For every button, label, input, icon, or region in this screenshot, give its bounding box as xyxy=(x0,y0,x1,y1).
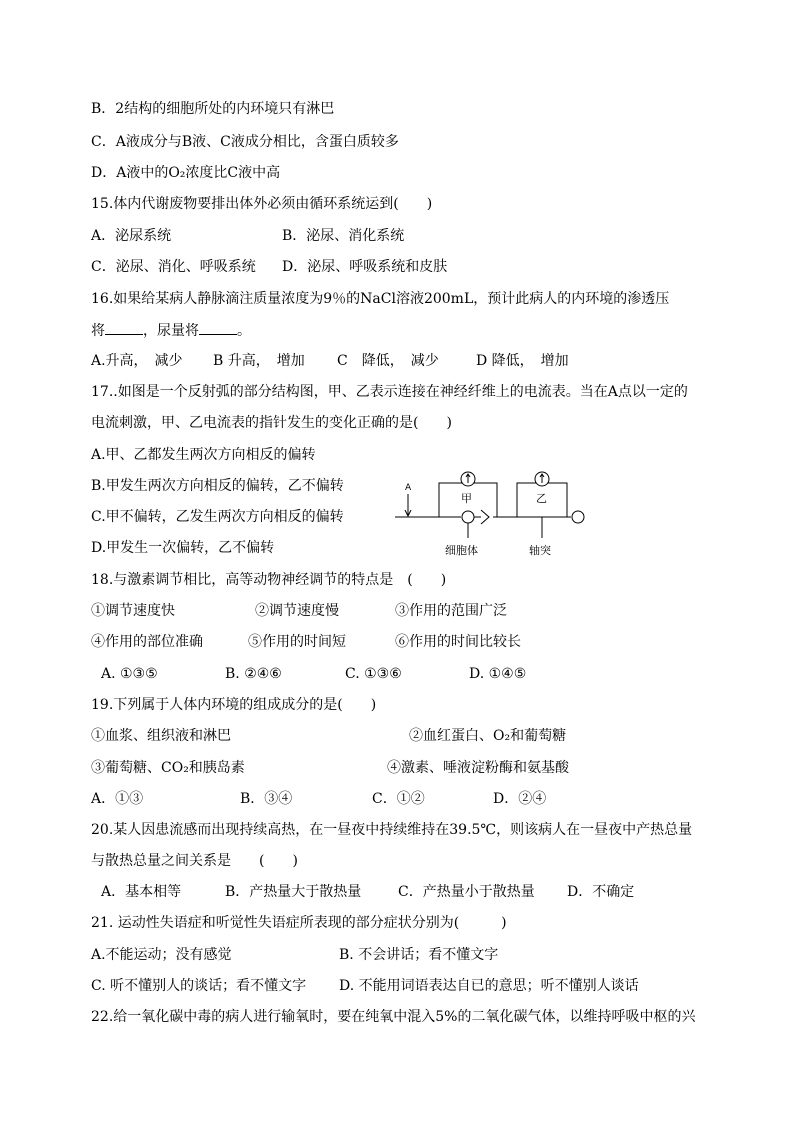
q17-option-d: D.甲发生一次偏转，乙不偏转 xyxy=(91,540,275,556)
q16-option-a: A.升高， 减少 xyxy=(91,353,183,369)
q21-option-c: C. 听不懂别人的谈话；看不懂文字 xyxy=(91,978,307,994)
q18-item-3: ③作用的范围广泛 xyxy=(395,603,507,619)
q14-option-c: C．A液成分与B液、C液成分相比，含蛋白质较多 xyxy=(91,134,399,150)
q20-stem-line2: 与散热总量之间关系是 ( ) xyxy=(91,853,298,869)
q18-option-d: D. ①④⑤ xyxy=(469,666,527,682)
q21-stem: 21. 运动性失语症和听觉性失语症所表现的部分症状分别为( ) xyxy=(91,915,507,931)
q17-stem-line2: 电流刺激，甲、乙电流表的指针发生的变化正确的是( ) xyxy=(91,415,452,431)
q16-option-d: D 降低， 增加 xyxy=(476,353,569,369)
q20-option-b: B．产热量大于散热量 xyxy=(225,884,362,900)
synapse-icon xyxy=(481,510,489,524)
q18-stem: 18.与激素调节相比，高等动物神经调节的特点是 ( ) xyxy=(91,572,447,588)
q20-option-c: C．产热量小于散热量 xyxy=(398,884,535,900)
q19-option-b: B．③④ xyxy=(240,791,293,807)
q17-option-c: C.甲不偏转，乙发生两次方向相反的偏转 xyxy=(91,509,344,525)
q18-item-1: ①调节速度快 xyxy=(91,603,175,619)
cell-body-label: 细胞体 xyxy=(445,544,478,557)
q16-stem-part2: ，尿量将 xyxy=(143,323,199,339)
q16-option-c: C 降低， 减少 xyxy=(337,353,439,369)
q18-item-6: ⑥作用的时间比较长 xyxy=(395,634,521,650)
meter-jia-label: 甲 xyxy=(461,492,472,505)
meter-yi-label: 乙 xyxy=(536,492,547,505)
q18-item-4: ④作用的部位准确 xyxy=(91,634,203,650)
q16-stem-line2 xyxy=(91,320,251,340)
q19-option-a: A．①③ xyxy=(91,791,144,807)
q17-stem-line1: 17..如图是一个反射弧的部分结构图，甲、乙表示连接在神经纤维上的电流表。当在A点以一定的 xyxy=(91,384,688,400)
q20-stem-line1: 20.某人因患流感而出现持续高热，在一昼夜中持续维持在39.5℃，则该病人在一昼夜中产热总量 xyxy=(91,822,693,838)
q19-option-d: D．②④ xyxy=(493,791,547,807)
q21-option-a: A.不能运动；没有感觉 xyxy=(91,947,232,963)
q16-blank-1 xyxy=(105,320,143,335)
q19-option-c: C．①② xyxy=(372,791,425,807)
q16-stem-part3: 。 xyxy=(237,323,251,339)
q18-option-c: C. ①③⑥ xyxy=(345,666,402,682)
q20-option-d: D．不确定 xyxy=(567,884,635,900)
q14-option-b: B．2结构的细胞所处的内环境只有淋巴 xyxy=(91,101,335,117)
q15-option-b: B．泌尿、消化系统 xyxy=(282,228,405,244)
cell-body-circle xyxy=(462,511,474,523)
axon-end-circle xyxy=(572,511,584,523)
q19-item-2: ②血红蛋白、O₂和葡萄糖 xyxy=(409,728,567,744)
q19-item-1: ①血浆、组织液和淋巴 xyxy=(91,728,231,744)
q16-option-b: B 升高， 增加 xyxy=(213,353,305,369)
q19-stem: 19.下列属于人体内环境的组成成分的是( ) xyxy=(91,697,377,713)
q21-option-d: D. 不能用词语表达自已的意思；听不懂别人谈话 xyxy=(339,978,639,994)
q16-stem-line1: 16.如果给某病人静脉滴注质量浓度为9％的NaCl溶液200mL，预计此病人的内环境的渗透压 xyxy=(91,291,670,307)
q18-option-b: B. ②④⑥ xyxy=(225,666,282,682)
q15-option-a: A．泌尿系统 xyxy=(91,228,172,244)
q19-item-4: ④激素、唾液淀粉酶和氨基酸 xyxy=(387,760,569,776)
q15-stem: 15.体内代谢废物要排出体外必须由循环系统运到( ) xyxy=(91,196,433,212)
q18-item-5: ⑤作用的时间短 xyxy=(248,634,346,650)
q17-option-a: A.甲、乙都发生两次方向相反的偏转 xyxy=(91,447,316,463)
q19-item-3: ③葡萄糖、CO₂和胰岛素 xyxy=(91,760,245,776)
reflex-arc-diagram xyxy=(395,470,595,562)
q16-stem-part1: 将 xyxy=(91,323,105,339)
q15-option-d: D．泌尿、呼吸系统和皮肤 xyxy=(282,259,448,275)
q18-option-a: A. ①③⑤ xyxy=(101,666,158,682)
axon-label: 轴突 xyxy=(529,544,551,557)
q16-blank-2 xyxy=(199,320,237,335)
q21-option-b: B. 不会讲话；看不懂文字 xyxy=(339,947,499,963)
q14-option-d: D．A液中的O₂浓度比C液中高 xyxy=(91,165,281,181)
diagram-label-a: A xyxy=(405,483,412,493)
q20-option-a: A．基本相等 xyxy=(101,884,182,900)
q18-item-2: ②调节速度慢 xyxy=(255,603,339,619)
q15-option-c: C．泌尿、消化、呼吸系统 xyxy=(91,259,256,275)
q17-option-b: B.甲发生两次方向相反的偏转，乙不偏转 xyxy=(91,478,344,494)
q22-stem-line1: 22.给一氧化碳中毒的病人进行输氧时，要在纯氧中混入5%的二氧化碳气体，以维持呼吸中枢的兴 xyxy=(91,1009,696,1025)
